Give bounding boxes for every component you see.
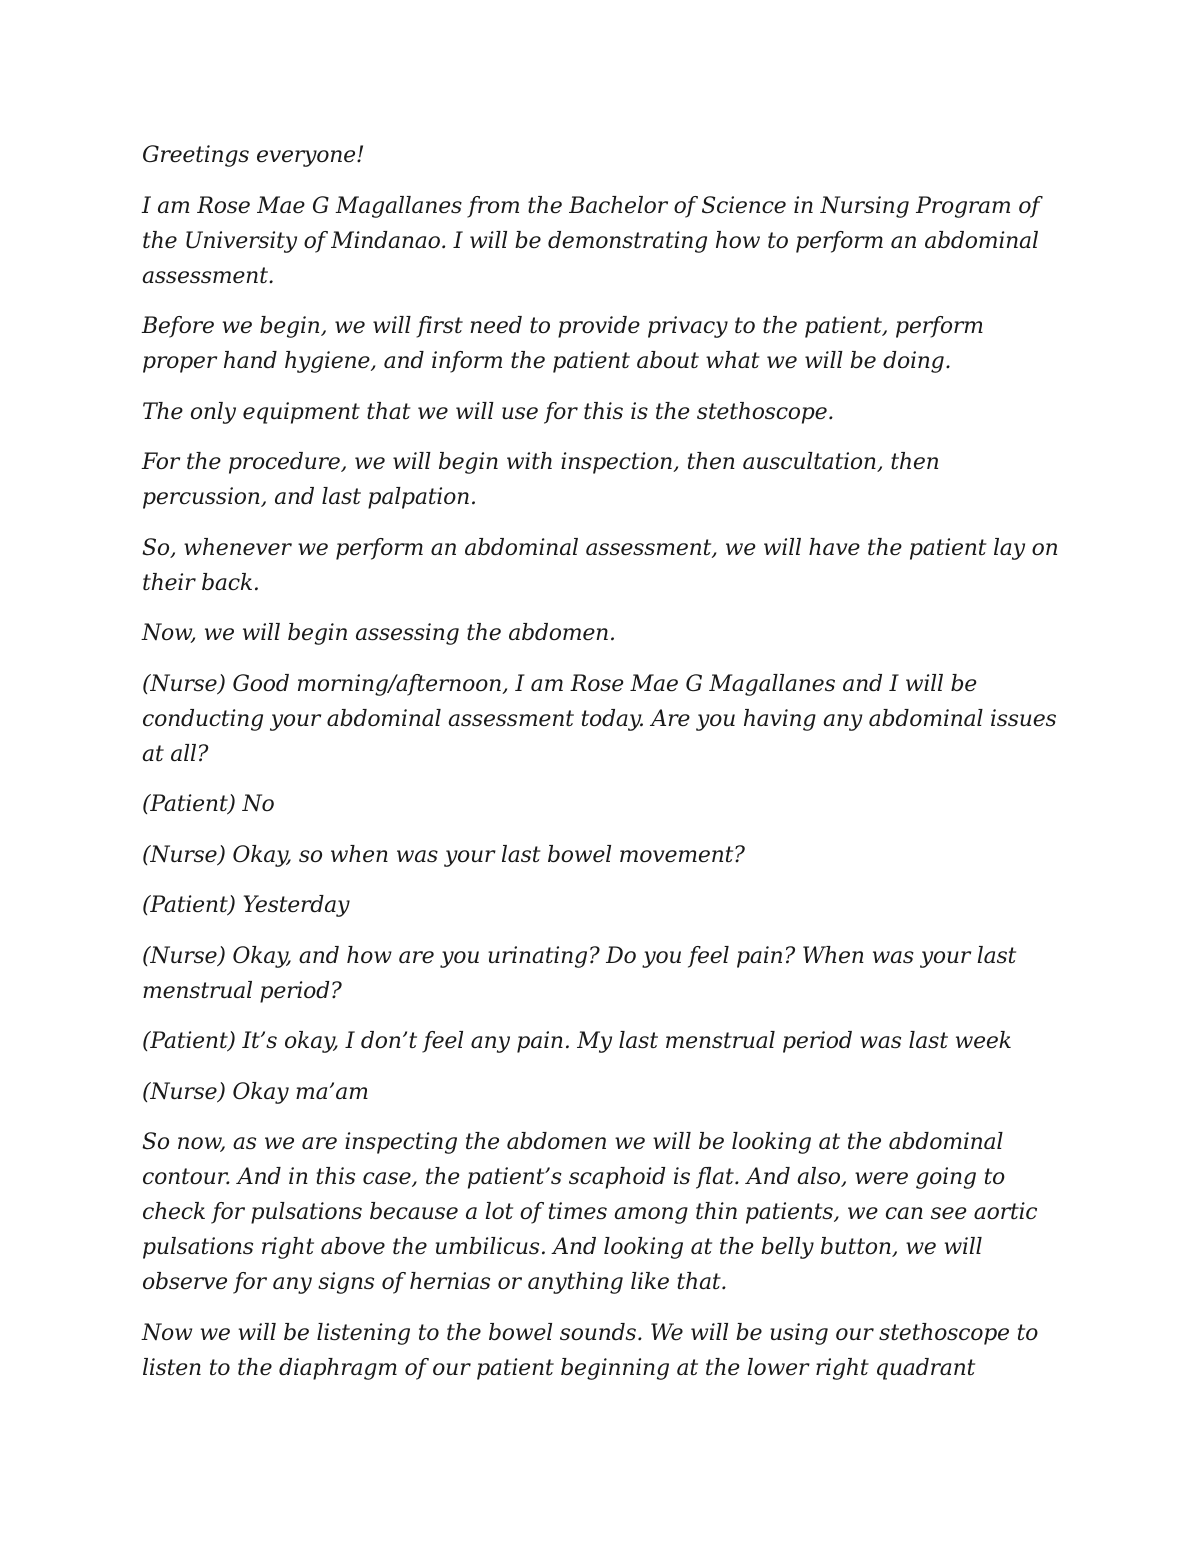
- paragraph-greeting: Greetings everyone!: [142, 143, 365, 168]
- paragraph-inspection: So now, as we are inspecting the abdomen we will be looking at the abdominal contour. And in this case, the patient’s scaphoid is flat. And also, were going to check for pulsations because a lot of times among thin patients, we can see aortic pulsations right above the umbilicus. And looking at the belly button, we will observe for any signs of hernias or anything like that.: [142, 1130, 1038, 1295]
- dialogue-nurse-urination: (Nurse) Okay, and how are you urinating? Do you feel pain? When was your last menstrual period?: [142, 943, 1017, 1004]
- paragraph-begin-assessment: Now, we will begin assessing the abdomen.: [142, 621, 616, 646]
- dialogue-nurse-greeting: (Nurse) Good morning/afternoon, I am Rose Mae G Magallanes and I will be conducting your abdominal assessment today. Are you having any abdominal issues at all?: [142, 671, 1057, 767]
- dialogue-patient-yesterday: (Patient) Yesterday: [142, 893, 350, 918]
- document-body: [142, 138, 1062, 1401]
- dialogue-nurse-bowel: (Nurse) Okay, so when was your last bowel movement?: [142, 842, 745, 868]
- paragraph-preparation: Before we begin, we will first need to provide privacy to the patient, perform proper hand hygiene, and inform the patient about what we will be doing.: [142, 314, 984, 374]
- dialogue-patient-pain: (Patient) It’s okay, I don’t feel any pain. My last menstrual period was last week: [142, 1029, 1012, 1054]
- paragraph-positioning: So, whenever we perform an abdominal assessment, we will have the patient lay on their back.: [142, 535, 1059, 596]
- paragraph-procedure-order: For the procedure, we will begin with inspection, then auscultation, then percussion, and last palpation.: [142, 450, 940, 510]
- dialogue-patient-no: (Patient) No: [142, 792, 275, 817]
- paragraph-introduction: I am Rose Mae G Magallanes from the Bachelor of Science in Nursing Program of the University of Mindanao. I will be demonstrating how to perform an abdominal assessment.: [142, 193, 1040, 289]
- dialogue-nurse-okay: (Nurse) Okay ma’am: [142, 1079, 369, 1105]
- paragraph-auscultation: Now we will be listening to the bowel sounds. We will be using our stethoscope to listen to the diaphragm of our patient beginning at the lower right quadrant: [142, 1320, 1039, 1381]
- paragraph-equipment: The only equipment that we will use for this is the stethoscope.: [142, 399, 835, 425]
